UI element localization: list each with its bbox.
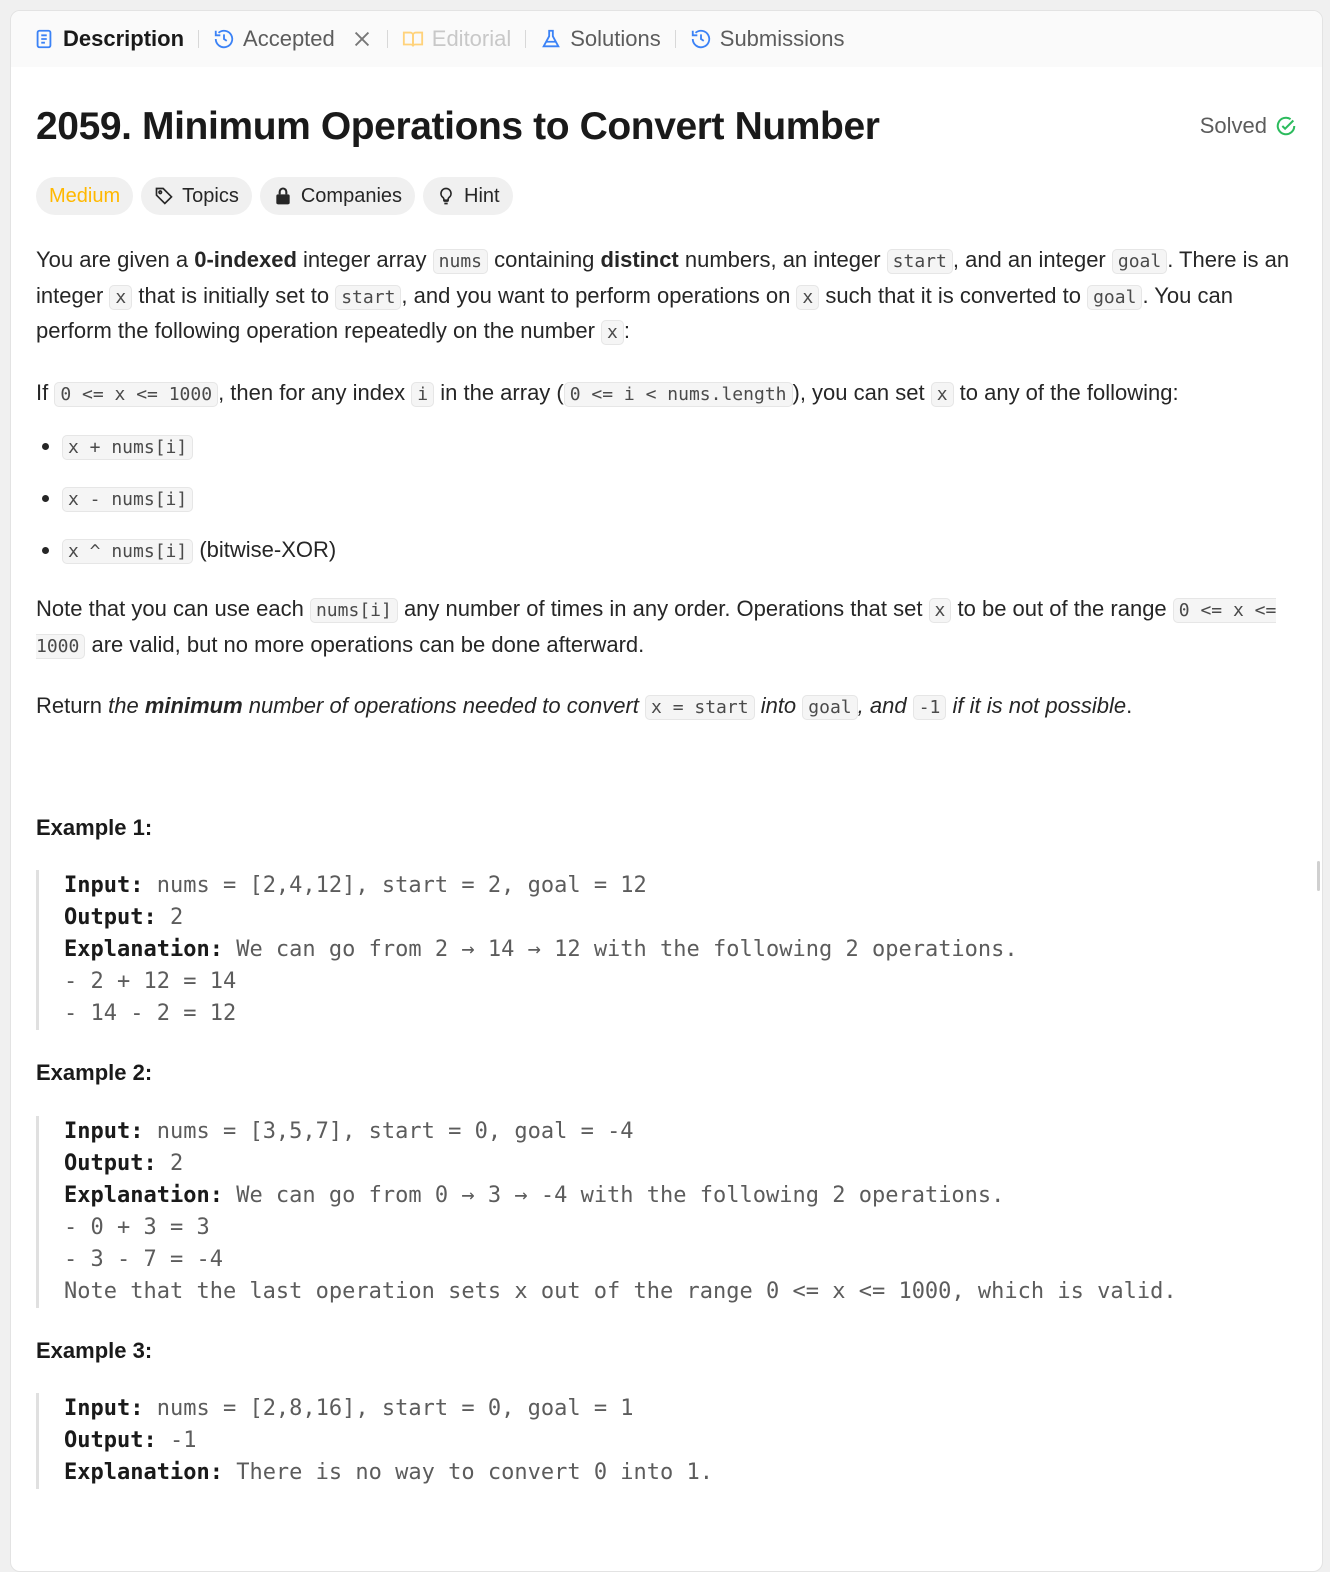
tab-solutions[interactable] xyxy=(538,26,663,52)
document-icon xyxy=(33,28,55,50)
example-block xyxy=(36,1393,1297,1489)
text: into xyxy=(754,693,803,718)
problem-description xyxy=(36,243,1297,1489)
text: , and an integer xyxy=(952,247,1112,272)
list-item xyxy=(62,524,1297,576)
text: If xyxy=(36,379,55,405)
text: in the array ( xyxy=(434,379,564,405)
tag-icon xyxy=(154,186,174,206)
input-label: Input: xyxy=(64,873,144,898)
topics-label: Topics xyxy=(182,184,239,207)
inline-code: 0 <= x <= 1000 xyxy=(54,382,218,407)
tab-solutions-label: Solutions xyxy=(570,26,661,51)
topics-button[interactable] xyxy=(141,177,252,215)
text: such that it is converted to xyxy=(819,282,1088,308)
input-label: Input: xyxy=(64,1396,144,1421)
hint-label: Hint xyxy=(464,184,500,207)
inline-code: x ^ nums[i] xyxy=(62,539,193,564)
example-3 xyxy=(36,1334,1297,1490)
text: You are given a xyxy=(36,247,195,272)
explanation-label: Explanation: xyxy=(64,937,223,962)
bold-text: distinct xyxy=(600,247,679,272)
output-label: Output: xyxy=(64,1150,157,1176)
inline-code: 0 <= i < nums.length xyxy=(564,382,793,407)
text: . xyxy=(1126,693,1133,718)
tag-chips xyxy=(36,177,1297,215)
book-icon xyxy=(402,28,424,50)
tab-editorial-label: Editorial xyxy=(431,26,512,51)
example-title: Example 1: xyxy=(36,814,153,840)
tab-submissions-label: Submissions xyxy=(719,26,845,51)
text: number of operations needed to convert xyxy=(242,693,646,718)
text: . You can perform the following operation repeatedly on the number xyxy=(36,282,1233,343)
example-1 xyxy=(36,811,1297,1031)
inline-code: x = start xyxy=(645,695,755,720)
inline-code: goal xyxy=(802,695,857,720)
history-icon xyxy=(213,28,235,50)
check-circle-icon xyxy=(1275,115,1297,137)
text: to any of the following: xyxy=(953,379,1179,405)
lock-icon xyxy=(273,186,293,206)
tab-divider xyxy=(387,30,388,48)
close-icon xyxy=(351,28,373,50)
description-paragraph xyxy=(36,376,1297,412)
output-value: 2 xyxy=(156,1150,184,1176)
flask-icon xyxy=(540,28,562,50)
explanation-label: Explanation: xyxy=(64,1182,223,1208)
inline-code: goal xyxy=(1087,285,1142,310)
companies-label: Companies xyxy=(300,184,403,207)
inline-code: nums xyxy=(433,249,488,274)
problem-content xyxy=(36,67,1297,1489)
lightbulb-icon xyxy=(436,186,456,206)
text: if it is not possible xyxy=(946,693,1127,718)
description-paragraph xyxy=(36,243,1297,350)
text: the xyxy=(108,693,145,718)
inline-code: x xyxy=(109,285,132,310)
inline-code: x xyxy=(929,598,952,623)
problem-panel xyxy=(10,10,1323,1572)
inline-code: nums[i] xyxy=(310,598,398,623)
input-value: nums = [2,4,12], start = 2, goal = 12 xyxy=(143,873,647,898)
operations-list xyxy=(36,420,1297,576)
inline-code: i xyxy=(411,382,434,407)
explanation-label: Explanation: xyxy=(64,1460,223,1485)
list-item xyxy=(62,472,1297,524)
tab-accepted[interactable] xyxy=(211,26,375,52)
output-label: Output: xyxy=(64,905,157,930)
inline-code: x xyxy=(601,320,624,345)
difficulty-badge: Medium xyxy=(36,177,133,215)
tab-divider xyxy=(675,30,676,48)
inline-code: -1 xyxy=(913,695,947,720)
input-value: nums = [3,5,7], start = 0, goal = -4 xyxy=(143,1118,634,1144)
text: are valid, but no more operations can be done afterward. xyxy=(85,631,645,657)
scrollbar[interactable] xyxy=(1317,861,1320,891)
text: ), you can set xyxy=(792,379,931,405)
inline-code: start xyxy=(335,285,401,310)
text: (bitwise-XOR) xyxy=(193,537,337,562)
title-row xyxy=(36,67,1297,177)
explanation-value: We can go from 0 → 3 → -4 with the following 2 operations. - 0 + 3 = 3 - 3 - 7 = -4 Note that the last operation sets x out of the range 0 <= x <= 1000, which is valid. xyxy=(64,1182,1177,1304)
text: Note that you can use each xyxy=(36,596,310,621)
text: integer array xyxy=(296,247,433,272)
text: Return xyxy=(36,693,109,718)
companies-button[interactable] xyxy=(260,177,415,215)
output-value: -1 xyxy=(156,1428,197,1453)
text: , and you want to perform operations on xyxy=(401,282,797,308)
tab-accepted-label: Accepted xyxy=(243,26,335,51)
output-label: Output: xyxy=(64,1428,157,1453)
bold-text: 0-indexed xyxy=(194,247,297,272)
description-paragraph xyxy=(36,689,1297,725)
explanation-value: There is no way to convert 0 into 1. xyxy=(222,1460,714,1485)
problem-title[interactable]: 2059. Minimum Operations to Convert Number xyxy=(36,105,880,148)
example-title: Example 3: xyxy=(36,1337,153,1363)
text: numbers, an integer xyxy=(678,247,887,272)
example-title: Example 2: xyxy=(36,1060,153,1085)
explanation-value: We can go from 2 → 14 → 12 with the following 2 operations. - 2 + 12 = 14 - 14 - 2 = 12 xyxy=(64,937,1018,1026)
text: any number of times in any order. Operations that set xyxy=(397,596,929,621)
tab-bar xyxy=(11,11,1322,67)
text: . There is an integer xyxy=(36,247,1290,308)
inline-code: x xyxy=(796,285,819,310)
example-block xyxy=(36,870,1297,1030)
description-paragraph xyxy=(36,592,1297,663)
text: that is initially set to xyxy=(132,282,336,308)
input-value: nums = [2,8,16], start = 0, goal = 1 xyxy=(143,1396,634,1421)
tab-divider xyxy=(198,30,199,48)
inline-code: x xyxy=(931,382,954,407)
bold-text: minimum xyxy=(144,693,243,718)
tab-editorial[interactable] xyxy=(400,26,513,52)
text: , and xyxy=(857,693,913,718)
text: containing xyxy=(488,247,601,272)
hint-button[interactable] xyxy=(423,177,513,215)
tab-description-label: Description xyxy=(63,26,185,51)
input-label: Input: xyxy=(64,1118,144,1144)
inline-code: 0 <= x <= 1000 xyxy=(36,600,1277,657)
inline-code: start xyxy=(887,249,953,274)
tab-description[interactable] xyxy=(31,26,186,52)
tab-divider xyxy=(525,30,526,48)
solved-label: Solved xyxy=(1199,113,1267,138)
text: to be out of the range xyxy=(951,596,1173,621)
solved-status xyxy=(1200,113,1297,139)
inline-code: x - nums[i] xyxy=(62,487,193,512)
tab-submissions[interactable] xyxy=(688,26,847,52)
inline-code: x + nums[i] xyxy=(62,435,193,460)
example-block xyxy=(36,1116,1297,1308)
example-2 xyxy=(36,1056,1297,1308)
list-item xyxy=(62,420,1297,472)
inline-code: goal xyxy=(1112,249,1167,274)
text: : xyxy=(623,318,630,343)
italic-text xyxy=(108,693,1126,718)
close-tab-button[interactable] xyxy=(351,28,373,50)
output-value: 2 xyxy=(156,905,184,930)
text: , then for any index xyxy=(218,379,412,405)
history-icon xyxy=(690,28,712,50)
